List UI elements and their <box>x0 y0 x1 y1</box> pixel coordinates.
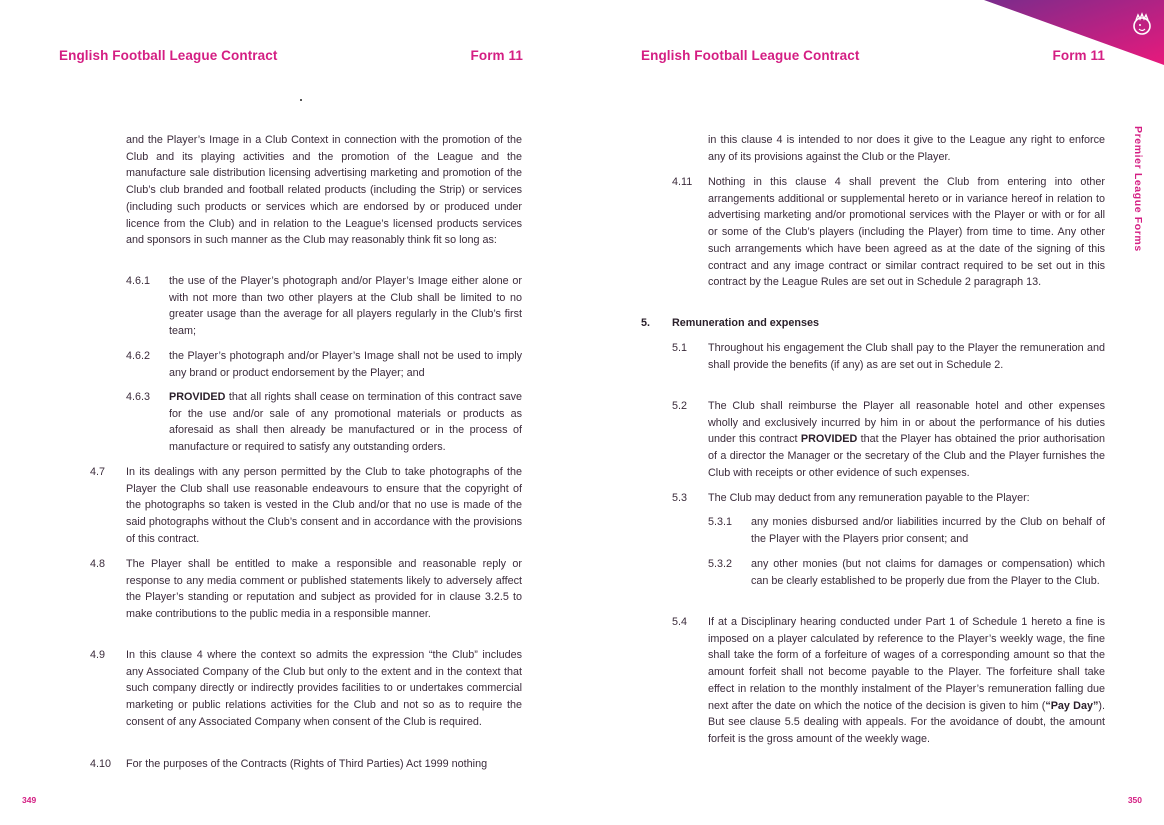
section-5-number: 5. <box>641 317 651 329</box>
clause-4-8 <box>90 556 522 642</box>
clause-4-6-3 <box>126 389 522 459</box>
right-header-title: English Football League Contract <box>641 48 860 63</box>
section-5-title: Remuneration and expenses <box>672 317 820 329</box>
pay-day-bold: “Pay Day” <box>1045 699 1099 712</box>
clause-text-a: The Club shall reimburse the Player all reasonable hotel and other expenses wholly and exclusively incurred by him in or about the performance of his duties under this contract <box>708 400 1105 446</box>
clause-text: The Club may deduct from any remuneration payable to the Player: <box>708 492 1030 504</box>
clause-5-2 <box>672 398 1105 484</box>
clause-number: 5.3.2 <box>708 558 733 570</box>
right-page <box>582 0 1164 825</box>
clause-text: For the purposes of the Contracts (Rights of Third Parties) Act 1999 nothing <box>126 758 488 770</box>
clause-text-b: ). But see clause 5.5 dealing with appeals. For the avoidance of doubt, the amount forfeit is the gross amount of the weekly wage. <box>708 699 1105 745</box>
clause-5-3-2 <box>708 556 1105 608</box>
clause-text: In its dealings with any person permitted by the Club to take photographs of the Player the Club shall use reasonable endeavours to ensure that the copyright of the photographs so taken is vested in the Club and/or that no use is made of the said photographs without the Club’s consent and in accordance with the provisions of this contract. <box>126 466 522 545</box>
clause-4-6-1 <box>126 273 522 343</box>
clause-text <box>708 614 1105 748</box>
clause-5-1 <box>672 340 1105 392</box>
intro-paragraph <box>126 132 522 249</box>
clause-number: 4.6.1 <box>126 275 151 287</box>
clause-text: the Player’s photograph and/or Player’s Image shall not be used to imply any brand or product endorsement by the Player; and <box>169 350 522 379</box>
clause-text: any monies disbursed and/or liabilities incurred by the Club on behalf of the Player with the Players prior consent; and <box>751 516 1105 545</box>
page-number-right: 350 <box>1127 795 1142 805</box>
side-label: Premier League Forms <box>1132 126 1144 252</box>
clause-4-11 <box>672 174 1105 310</box>
clause-number: 5.3 <box>672 492 688 504</box>
clause-number: 5.3.1 <box>708 516 733 528</box>
clause-number: 4.10 <box>90 758 112 770</box>
clause-4-7 <box>90 464 522 550</box>
right-header-form: Form 11 <box>1052 48 1105 63</box>
clause-number: 4.11 <box>672 176 693 188</box>
clause-5-3 <box>672 490 1105 508</box>
clause-number: 4.8 <box>90 558 106 570</box>
clause-text-rest: that all rights shall cease on termination of this contract save for the use and/or sale of any promotional materials or products as aforesaid as shall then already be manufactured or in the process of manufacture or required to satisfy any outstanding orders. <box>169 391 522 454</box>
clause-text-b: that the Player has obtained the prior authorisation of a director the Manager or the secretary of the Club and the Player furnishes the Club with receipts or other evidence of such expenses. <box>708 433 1106 479</box>
clause-text: In this clause 4 where the context so admits the expression “the Club” includes any Associated Company of the Club but only to the extent and in the context that such company directly or indirectly provides facilities to or undertakes commercial marketing or public relations activities for the Club and not so as to require the consent of any Associated Company when consent of the Club is required. <box>126 649 522 728</box>
clause-text-a: If at a Disciplinary hearing conducted under Part 1 of Schedule 1 hereto a fine is imposed on a player calculated by reference to the Player’s weekly wage, the fine shall take the form of a forfeiture of wages of a corresponding amount so that the amount forfeit shall not become payable to the Player. The forfeiture shall take effect in relation to the monthly instalment of the Player’s remuneration falling due next after the date on which the notice of the decision is given to him ( <box>708 616 1105 712</box>
clause-text: Nothing in this clause 4 shall prevent the Club from entering into other arrangements additional or supplemental hereto or in variance hereof in relation to advertising marketing and/or promotional services with the Player or with or for all or some of the Club’s players (including the Player) from time to time. Any other such arrangements which have been agreed as at the date of the signing of this contract and any image contract or similar contract required to be set out in this contract by the League Rules are set out in Schedule 2 paragraph 13. <box>708 176 1105 289</box>
clause-5-4 <box>672 614 1105 768</box>
clause-number: 5.4 <box>672 616 688 628</box>
clause-number: 5.1 <box>672 342 688 354</box>
clause-4-10 <box>90 756 522 774</box>
continued-text: in this clause 4 is intended to nor does it give to the League any right to enforce any of its provisions against the Club or the Player. <box>708 134 1105 163</box>
clause-text: The Player shall be entitled to make a responsible and reasonable reply or response to any media comment or published statements likely to adversely affect the Player’s standing or reputation and subject as provided for in clause 3.2.5 to make contributions to the public media in a responsible manner. <box>126 558 522 621</box>
continued-paragraph <box>708 132 1105 165</box>
left-header-title: English Football League Contract <box>59 48 278 63</box>
stray-dot <box>300 99 302 101</box>
page-number-left: 349 <box>22 795 37 805</box>
provided-bold: PROVIDED <box>169 391 226 403</box>
clause-number: 4.9 <box>90 649 106 661</box>
clause-4-9 <box>90 647 522 749</box>
clause-text <box>169 389 522 456</box>
clause-number: 4.7 <box>90 466 106 478</box>
clause-text: any other monies (but not claims for damages or compensation) which can be clearly established to be properly due from the Player to the Club. <box>751 558 1105 587</box>
clause-text <box>708 398 1105 482</box>
clause-5-3-1 <box>708 514 1105 550</box>
provided-bold: PROVIDED <box>800 433 858 446</box>
clause-text: the use of the Player’s photograph and/or Player’s Image either alone or with not more than two other players at the Club shall be limited to no greater usage than the average for all players regularly in the Club’s first team; <box>169 275 522 338</box>
left-header-form: Form 11 <box>470 48 523 63</box>
clause-number: 4.6.2 <box>126 350 151 362</box>
clause-4-6-2 <box>126 348 522 384</box>
clause-number: 4.6.3 <box>126 391 151 403</box>
intro-text: and the Player’s Image in a Club Context in connection with the promotion of the Club and its playing activities and the promotion of the League and the manufacture sale distribution licensing advertising marketing and promotion of the Club’s club branded and football related products (including the Strip) or services (including such products or services which are endorsed by or produced under licence from the Club) and in relation to the League’s licensed products services and sponsors in such manner as the Club may reasonably think fit so long as: <box>126 134 522 247</box>
clause-text: Throughout his engagement the Club shall pay to the Player the remuneration and shall provide the benefits (if any) as are set out in Schedule 2. <box>708 342 1105 371</box>
clause-number: 5.2 <box>672 400 688 412</box>
